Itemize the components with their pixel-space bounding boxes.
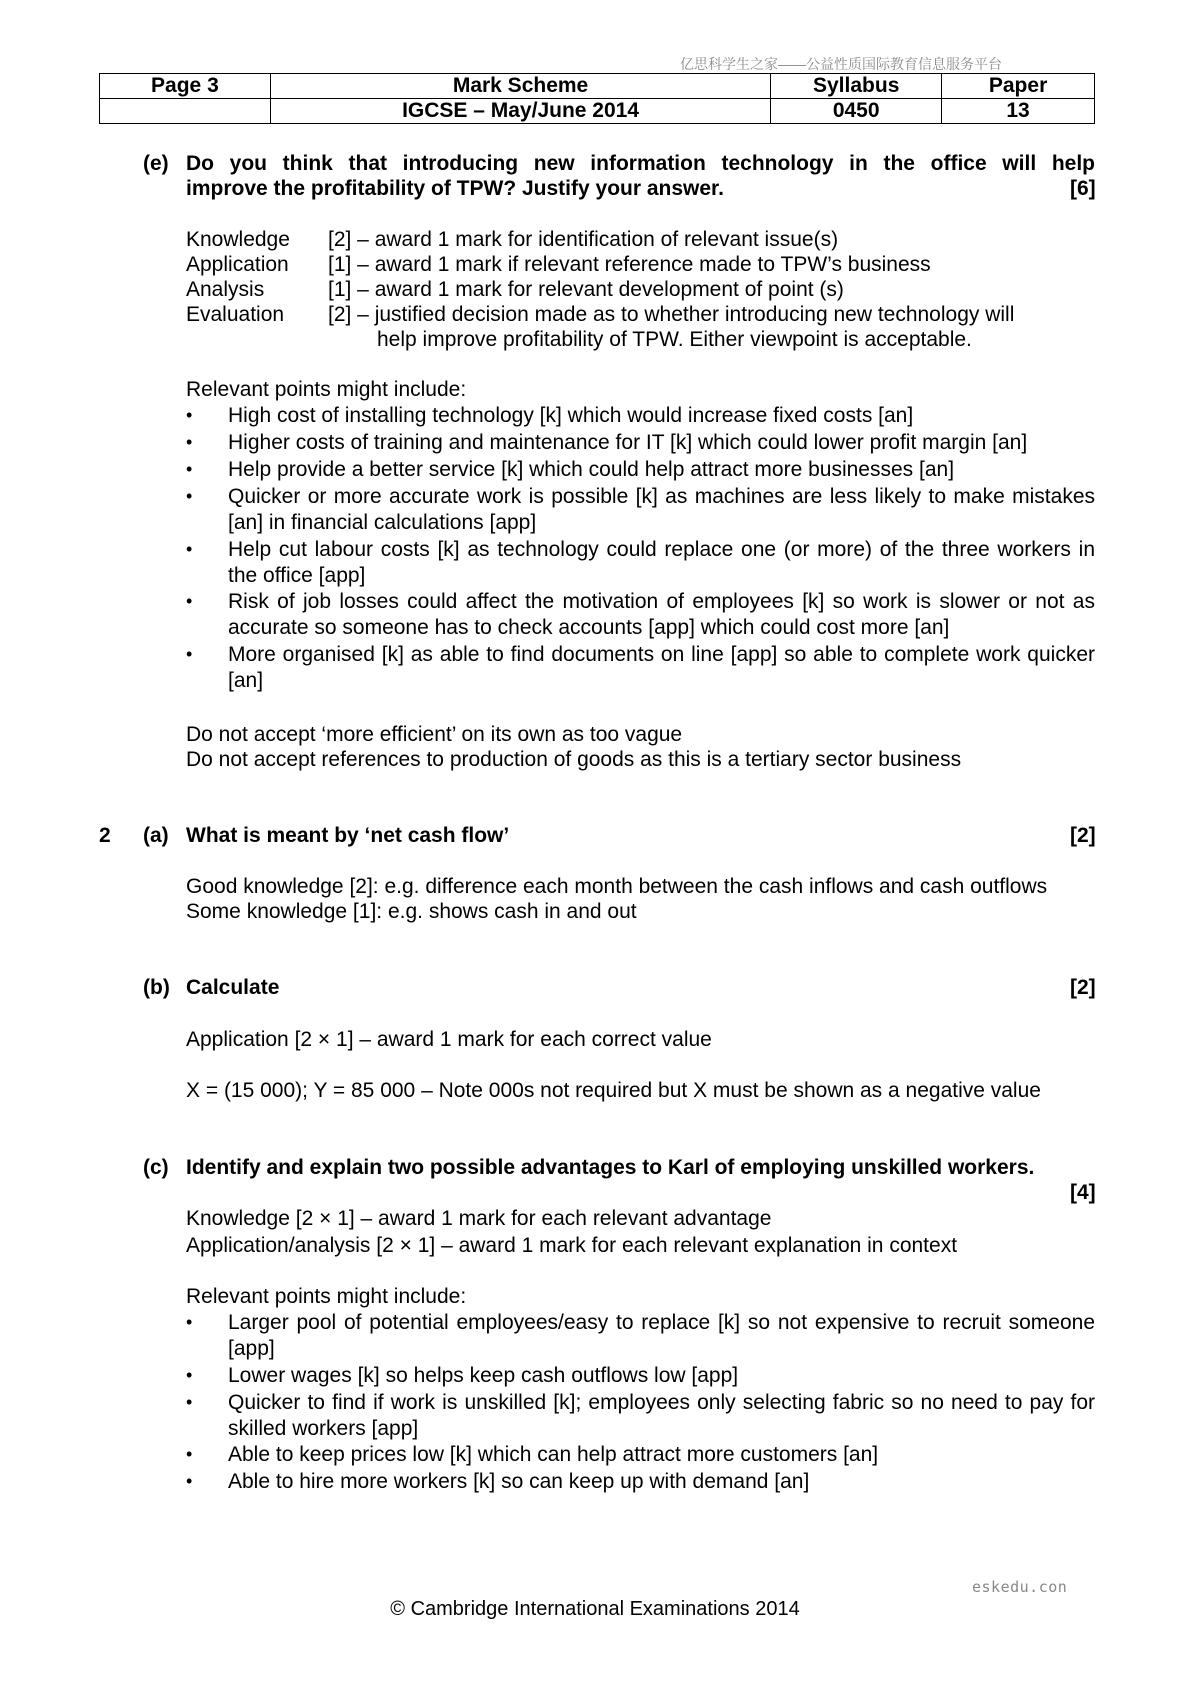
criterion-text: [2] – justified decision made as to whether introducing new technology will — [328, 303, 1015, 326]
criterion-name: Application — [186, 253, 289, 276]
header-syllabus-code: 0450 — [771, 99, 942, 124]
header-exam: IGCSE – May/June 2014 — [270, 99, 770, 124]
list-item: Able to hire more workers [k] so can keep up with demand [an] — [228, 1470, 810, 1493]
header-syllabus-label: Syllabus — [771, 74, 942, 99]
q1e-question-line1: Do you think that introducing new information technology in the office will help — [186, 152, 1095, 175]
list-item: Help cut labour costs [k] as technology could replace one (or more) of the three workers in the office [app] — [228, 538, 1095, 587]
q2b-question: Calculate — [186, 976, 280, 999]
q2c-answer-line2: Application/analysis [2 × 1] – award 1 mark for each relevant explanation in context — [186, 1234, 958, 1257]
list-item: Quicker to find if work is unskilled [k]; employees only selecting fabric so no need to pay for skilled workers [app] — [228, 1391, 1095, 1440]
list-item: Higher costs of training and maintenance for IT [k] which could lower profit margin [an] — [228, 431, 1028, 454]
q2a-answer-line1: Good knowledge [2]: e.g. difference each month between the cash inflows and cash outflows — [186, 875, 1048, 898]
q2a-question: What is meant by ‘net cash flow’ — [186, 824, 510, 847]
q2c-marks: [4] — [1070, 1181, 1096, 1204]
bullet-icon: • — [186, 486, 193, 506]
bullet-icon: • — [186, 459, 193, 479]
criterion-text: [2] – award 1 mark for identification of relevant issue(s) — [328, 228, 839, 251]
bullet-icon: • — [186, 539, 193, 559]
watermark-top: 亿思科学生之家——公益性质国际教育信息服务平台 — [680, 56, 1002, 72]
criterion-evaluation-continued: help improve profitability of TPW. Either viewpoint is acceptable. — [377, 328, 972, 351]
q1e-note-2: Do not accept references to production of goods as this is a tertiary sector business — [186, 748, 962, 771]
bullet-icon: • — [186, 1392, 193, 1412]
footer-copyright: © Cambridge International Examinations 2014 — [390, 1598, 800, 1620]
q2b-label: (b) — [143, 976, 170, 999]
header-page: Page 3 — [100, 74, 271, 99]
q2c-relevant-intro: Relevant points might include: — [186, 1285, 467, 1308]
q1e-note-1: Do not accept ‘more efficient’ on its own as too vague — [186, 723, 683, 746]
list-item: Larger pool of potential employees/easy to replace [k] so not expensive to recruit someone [app] — [228, 1311, 1095, 1360]
list-item: Risk of job losses could affect the motivation of employees [k] so work is slower or not as accurate so someone has to check accounts [app] which could cost more [an] — [228, 590, 1095, 639]
q2b-marks: [2] — [1070, 976, 1096, 999]
watermark-bottom: eskedu.con — [972, 1578, 1068, 1596]
bullet-icon: • — [186, 591, 193, 611]
q2b-answer-line2: X = (15 000); Y = 85 000 – Note 000s not required but X must be shown as a negative value — [186, 1079, 1041, 1102]
list-item: Able to keep prices low [k] which can help attract more customers [an] — [228, 1443, 879, 1466]
q2a-marks: [2] — [1070, 824, 1096, 847]
list-item: Help provide a better service [k] which could help attract more businesses [an] — [228, 458, 955, 481]
q1e-label: (e) — [143, 152, 169, 175]
header-title: Mark Scheme — [270, 74, 770, 99]
bullet-icon: • — [186, 1444, 193, 1464]
q2c-label: (c) — [143, 1156, 169, 1179]
bullet-icon: • — [186, 1312, 193, 1332]
bullet-icon: • — [186, 1365, 193, 1385]
header-table — [99, 73, 1095, 124]
criterion-text: [1] – award 1 mark if relevant reference made to TPW’s business — [328, 253, 931, 276]
q2c-question: Identify and explain two possible advantages to Karl of employing unskilled workers. — [186, 1156, 1035, 1179]
header-paper-label: Paper — [942, 74, 1095, 99]
list-item: High cost of installing technology [k] which would increase fixed costs [an] — [228, 404, 914, 427]
list-item: Lower wages [k] so helps keep cash outflows low [app] — [228, 1364, 739, 1387]
list-item: Quicker or more accurate work is possible [k] as machines are less likely to make mistakes [an] in financial calculations [app] — [228, 485, 1095, 534]
header-empty-cell — [100, 99, 271, 124]
bullet-icon: • — [186, 432, 193, 452]
q1e-relevant-intro: Relevant points might include: — [186, 378, 467, 401]
criterion-name: Knowledge — [186, 228, 290, 251]
bullet-icon: • — [186, 405, 193, 425]
q2a-answer-line2: Some knowledge [1]: e.g. shows cash in and out — [186, 900, 637, 923]
q2c-answer-line1: Knowledge [2 × 1] – award 1 mark for each relevant advantage — [186, 1207, 772, 1230]
list-item: More organised [k] as able to find documents on line [app] so able to complete work quicker [an] — [228, 643, 1095, 692]
header-row-2 — [100, 99, 1095, 124]
header-paper-number: 13 — [942, 99, 1095, 124]
q1e-marks: [6] — [1070, 177, 1096, 200]
header-row-1 — [100, 74, 1095, 99]
criterion-name: Analysis — [186, 278, 265, 301]
criterion-text: [1] – award 1 mark for relevant development of point (s) — [328, 278, 844, 301]
q2b-answer-line1: Application [2 × 1] – award 1 mark for each correct value — [186, 1028, 712, 1051]
q2a-label: (a) — [143, 824, 169, 847]
criterion-name: Evaluation — [186, 303, 285, 326]
bullet-icon: • — [186, 644, 193, 664]
q1e-question-line2: improve the profitability of TPW? Justify your answer. — [186, 177, 724, 200]
bullet-icon: • — [186, 1471, 193, 1491]
q2-number: 2 — [99, 824, 111, 847]
